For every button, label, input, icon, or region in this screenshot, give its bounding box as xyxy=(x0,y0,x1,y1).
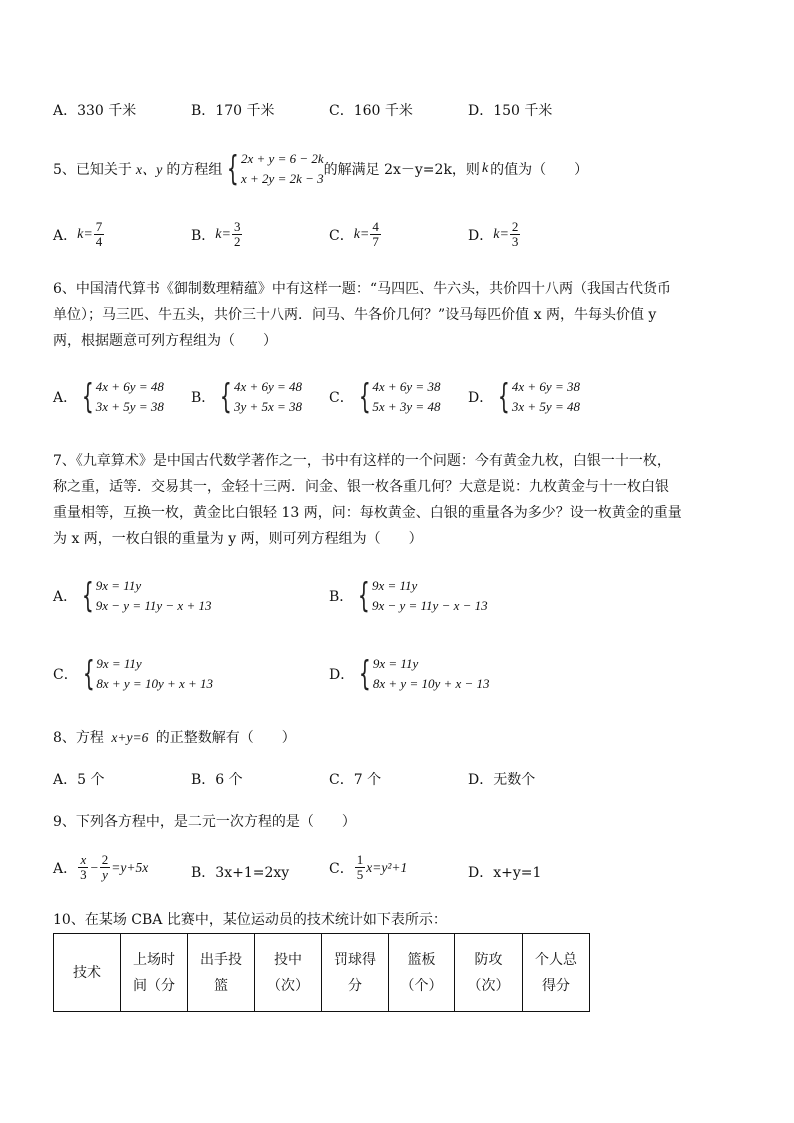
q4-option-c: C．160 千米 xyxy=(329,103,413,119)
q5-option-b-var: k= xyxy=(215,226,231,242)
q7-line-3: 重量相等，互换一枚，黄金比白银轻 13 两，问：每枚黄金、白银的重量各为多少？设一枚黄金的重量 xyxy=(53,505,682,521)
q5-eq2: x + 2y = 2k − 3 xyxy=(241,171,324,186)
q6-line-1: 6、中国清代算书《御制数理精蕴》中有这样一题：“马四匹、牛六头，共价四十八两（我国古代货币 xyxy=(53,281,672,297)
brace-icon: { xyxy=(227,149,240,189)
q5-option-d-label: D． xyxy=(468,227,494,244)
q9-option-d: D．x+y=1 xyxy=(468,865,542,881)
q6-option-b: B． { 4x + 6y = 48 3y + 5x = 38 xyxy=(191,377,303,417)
brace-icon: { xyxy=(358,576,371,616)
q7-line-4: 为 x 两，一枚白银的重量为 y 两，则可列方程组为（ ） xyxy=(53,531,423,547)
q7-option-a: A． { 9x = 11y 9x − y = 11y − x + 13 xyxy=(53,576,212,616)
brace-icon: { xyxy=(358,377,371,417)
q9-option-b: B．3x+1=2xy xyxy=(191,865,290,881)
q5-option-d-fraction: $\frac{2}{3}$ xyxy=(511,219,519,249)
q5-eq1: 2x + y = 6 − 2k xyxy=(241,151,324,166)
q7-line-1: 7、《九章算术》是中国古代数学著作之一，书中有这样的一个问题：今有黄金九枚，白银一十一枚， xyxy=(53,453,671,469)
q9-stem: 9、下列各方程中，是二元一次方程的是（ ） xyxy=(53,814,356,830)
q5-option-a-label: A． xyxy=(53,227,78,244)
q5-option-a xyxy=(53,220,105,249)
q5-option-c-label: C． xyxy=(329,227,354,244)
q10-stem: 10、在某场 CBA 比赛中，某位运动员的技术统计如下表所示： xyxy=(53,912,447,928)
q5-option-c xyxy=(329,220,382,249)
q5-option-a-fraction: $\frac{7}{4}$ xyxy=(95,219,103,249)
q8-option-b: B．6 个 xyxy=(191,772,243,788)
q8-option-c: C．7 个 xyxy=(329,772,382,788)
q5-k: k xyxy=(481,161,489,176)
q7-option-c: C． { 9x = 11y 8x + y = 10y + x + 13 xyxy=(53,654,214,694)
q5-option-b-fraction: $\frac{3}{2}$ xyxy=(233,219,241,249)
table-header-cell: 个人总 得分 xyxy=(523,934,590,1012)
table-header-row xyxy=(54,934,590,1012)
q5-suffix2: 的值为（ ） xyxy=(490,162,589,178)
q4-option-a: A．330 千米 xyxy=(53,103,137,119)
table-header-cell: 篮板 （个） xyxy=(389,934,455,1012)
q8-stem: 8、方程 x+y=6 的正整数解有（ ） xyxy=(53,730,296,746)
q5-option-d-var: k= xyxy=(493,226,509,242)
q5-vars: x、y xyxy=(135,163,163,178)
q5-option-c-fraction: $\frac{4}{7}$ xyxy=(372,219,379,249)
table-header-cell: 技术 xyxy=(54,934,121,1012)
q5-prefix: 5、已知关于 xyxy=(53,162,132,178)
q5-mid: 的方程组 xyxy=(166,162,223,178)
q6-option-c: C． { 4x + 6y = 38 5x + 3y = 48 xyxy=(329,377,441,417)
brace-icon: { xyxy=(359,654,372,694)
q5-option-d xyxy=(468,220,521,249)
q5-option-b-label: B． xyxy=(191,227,216,244)
stats-table xyxy=(53,933,590,1012)
q6-option-d: D． { 4x + 6y = 38 3x + 5y = 48 xyxy=(468,377,580,417)
table-header-cell: 投中 （次） xyxy=(255,934,322,1012)
table-header-cell: 上场时 间（分 xyxy=(121,934,188,1012)
q5-option-b xyxy=(191,220,243,249)
q7-option-b: B． { 9x = 11y 9x − y = 11y − x − 13 xyxy=(329,576,488,616)
q5-system xyxy=(222,149,323,189)
table-header-cell: 罚球得 分 xyxy=(322,934,389,1012)
brace-icon: { xyxy=(82,654,95,694)
q7-line-2: 称之重，适等．交易其一，金轻十三两．问金、银一枚各重几何？大意是说：九枚黄金与十一枚白银 xyxy=(53,479,669,495)
q7-option-d: D． { 9x = 11y 8x + y = 10y + x − 13 xyxy=(329,654,490,694)
q9-option-a: A． $\frac{x}{3}$ − $\frac{2}{y}$ =y+5x xyxy=(53,852,149,882)
brace-icon: { xyxy=(220,377,233,417)
q5-option-c-var: k= xyxy=(353,226,370,242)
q6-option-a: A． { 4x + 6y = 48 3x + 5y = 38 xyxy=(53,377,164,417)
q8-option-a: A．5 个 xyxy=(53,772,105,788)
q8-option-d: D．无数个 xyxy=(468,772,536,788)
q5-option-a-var: k= xyxy=(77,226,93,242)
brace-icon: { xyxy=(81,377,94,417)
q6-line-2: 单位）；马三匹、牛五头，共价三十八两．问马、牛各价几何？”设马每匹价值 x 两，牛每头价值 y xyxy=(53,307,657,323)
brace-icon: { xyxy=(81,576,94,616)
q9-option-c: C． $\frac{1}{5}$ x=y²+1 xyxy=(329,852,408,882)
q5-suffix1: 的解满足 2x－y=2k，则 xyxy=(323,162,480,178)
q6-line-3: 两，根据题意可列方程组为（ ） xyxy=(53,333,277,349)
table-header-cell: 出手投 篮 xyxy=(188,934,255,1012)
q4-option-b: B．170 千米 xyxy=(191,103,275,119)
table-header-cell: 防攻 （次） xyxy=(455,934,523,1012)
brace-icon: { xyxy=(498,377,511,417)
q4-option-d: D．150 千米 xyxy=(468,103,553,119)
q5-stem xyxy=(53,149,588,189)
